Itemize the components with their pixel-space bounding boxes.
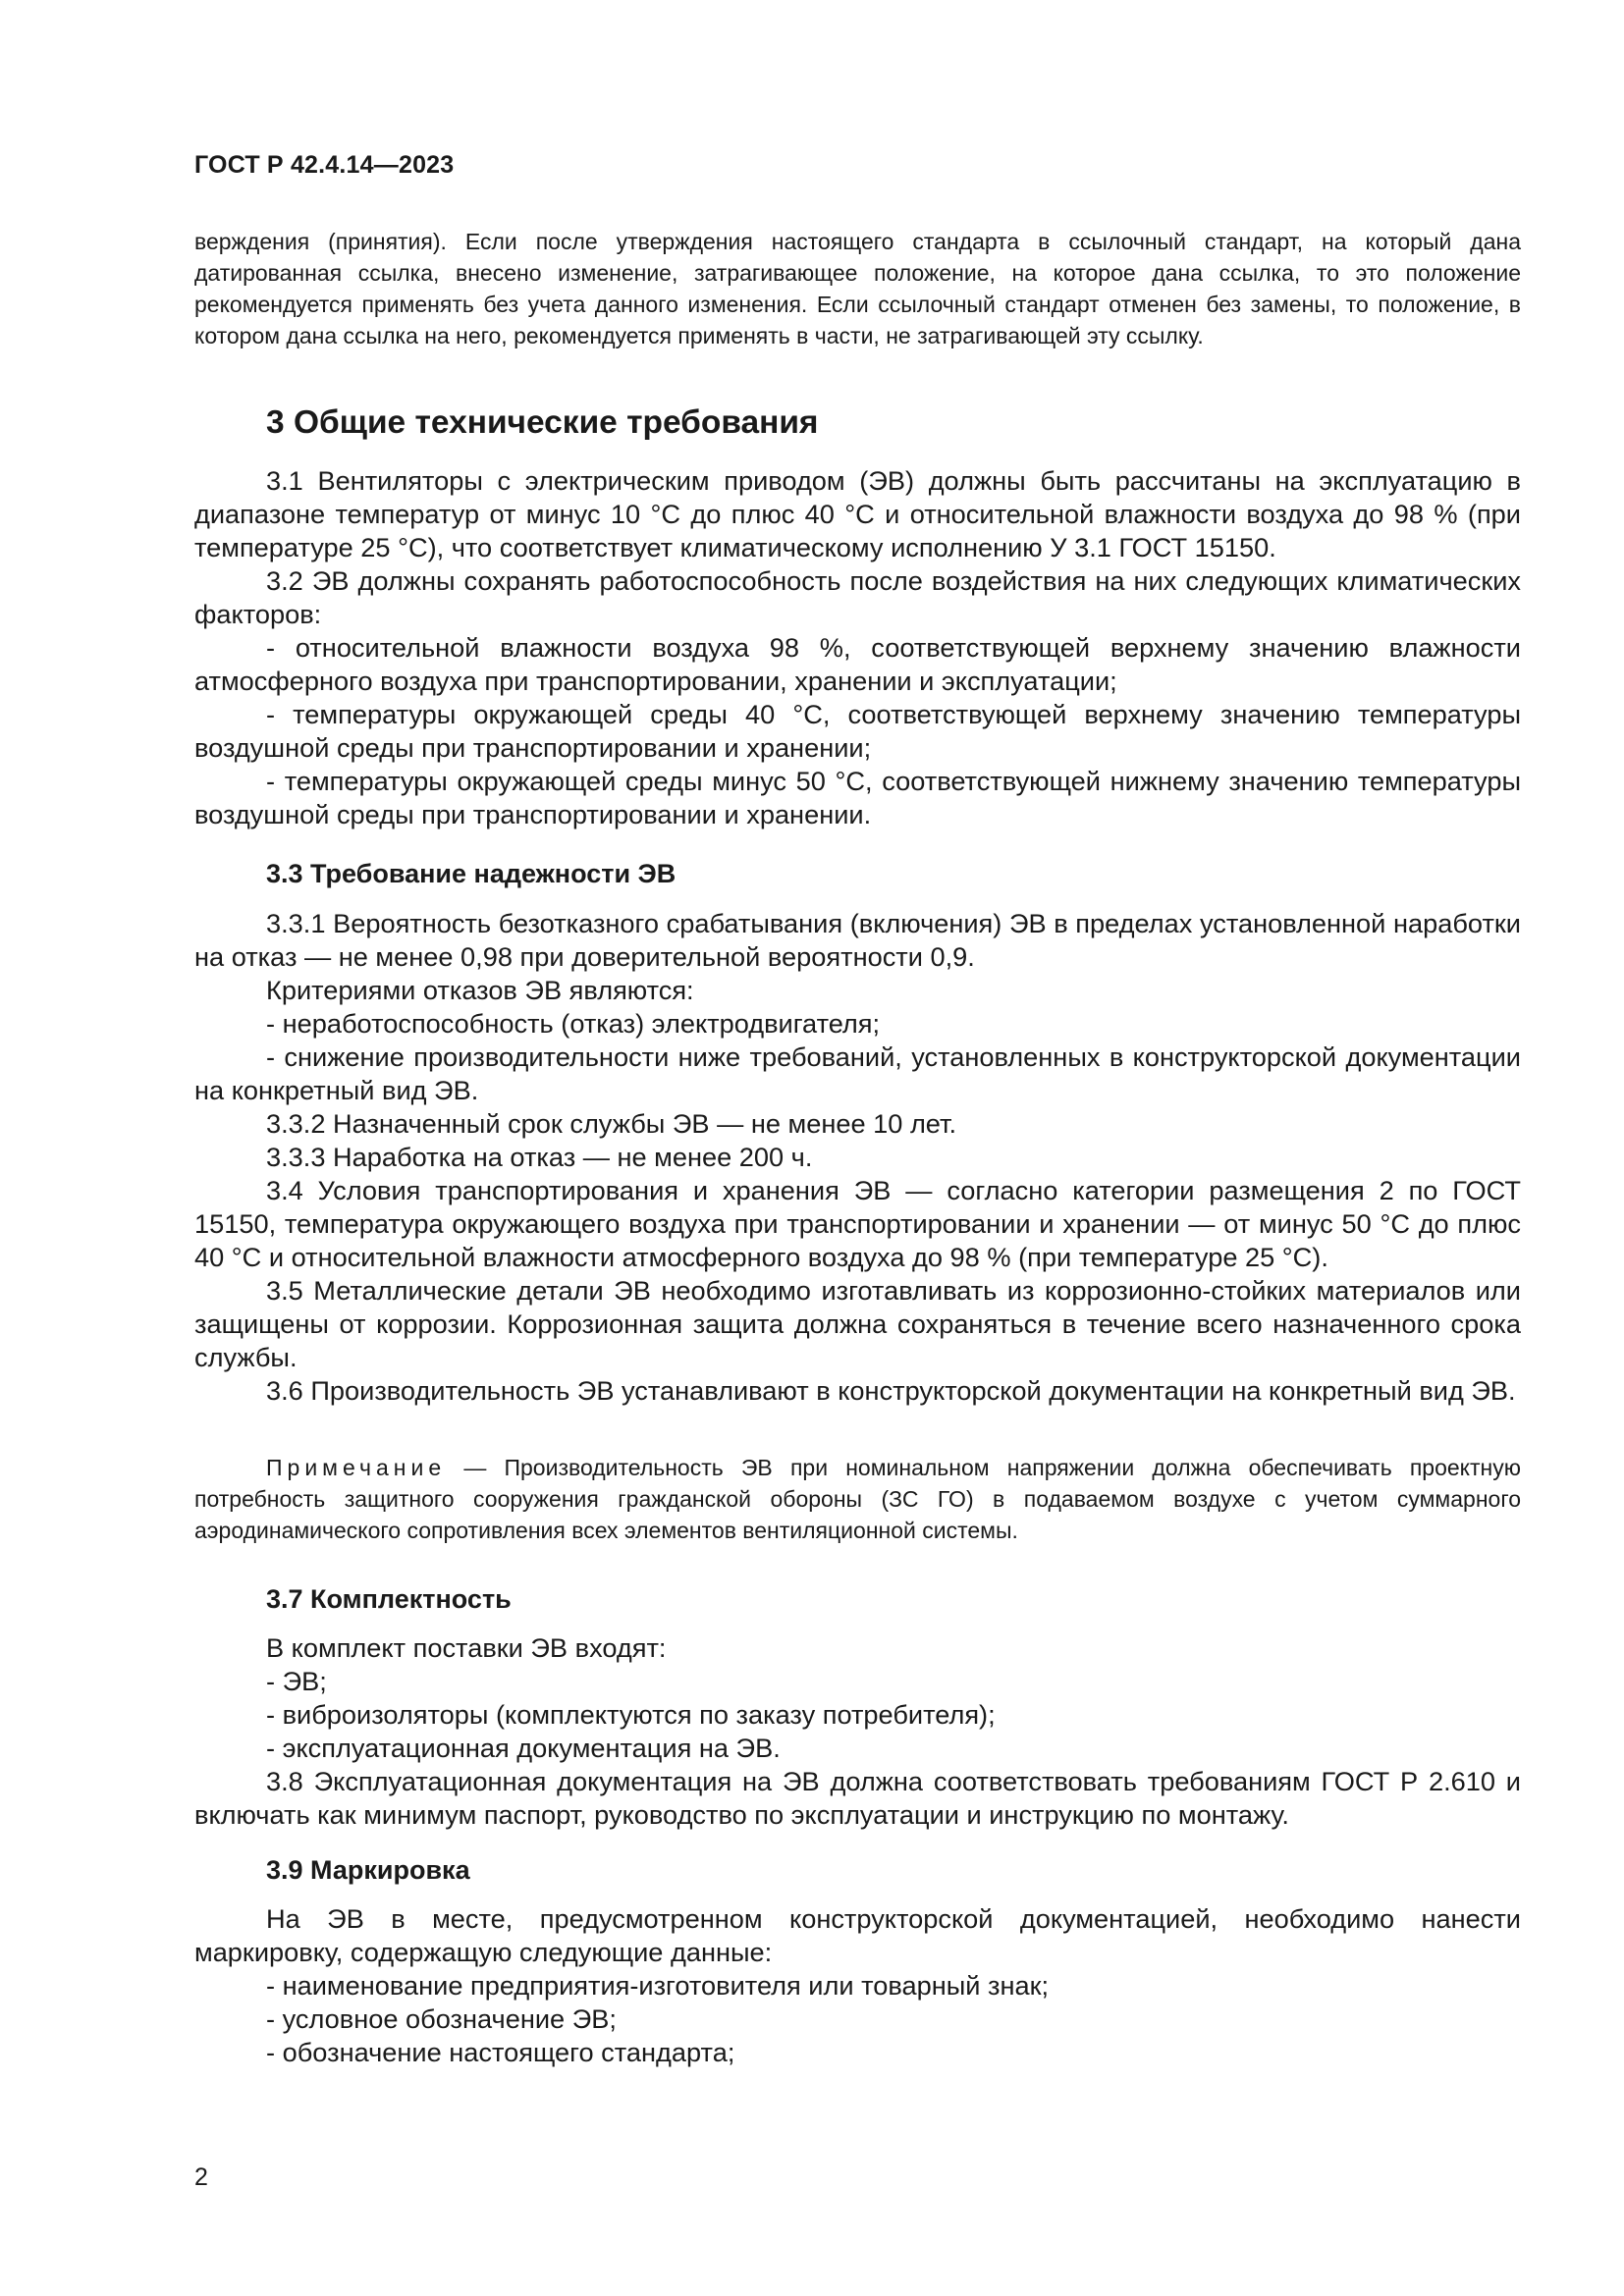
section-3-body-d [194, 1902, 1521, 2069]
subsection-3-7-heading-block [194, 1584, 1521, 1615]
clause-3-7: В комплект поставки ЭВ входят: [266, 1632, 667, 1663]
subsection-3-3-heading-block [194, 859, 1521, 889]
list-item: - ЭВ; [266, 1666, 327, 1696]
clause-3-8: 3.8 Эксплуатационная документация на ЭВ должна соответствовать требованиям ГОСТ Р 2.610 и включать как минимум паспорт, руководство по эксплуатации и инструкцию по монтажу. [194, 1766, 1521, 1830]
clause-3-5: 3.5 Металлические детали ЭВ необходимо изготавливать из коррозионно-стойких материалов или защищены от коррозии. Коррозионная защита должна сохраняться в течение всего назначенного срока службы. [194, 1275, 1521, 1372]
clause-3-3-3: 3.3.3 Наработка на отказ — не менее 200 ч. [266, 1142, 813, 1172]
note-paragraph [194, 1452, 1521, 1546]
note-text: — Производительность ЭВ при номинальном напряжении должна обеспечивать проектную потребность защитного сооружения гражданской обороны (ЗС ГО) в подаваемом воздухе с учетом суммарного аэродинамического сопротивления всех элементов вентиляционной системы. [194, 1455, 1521, 1543]
criteria-intro: Критериями отказов ЭВ являются: [266, 975, 694, 1005]
clause-3-3-1: 3.3.1 Вероятность безотказного срабатывания (включения) ЭВ в пределах установленной наработки на отказ — не менее 0,98 при доверительной вероятности 0,9. [194, 908, 1521, 972]
intro-paragraph: верждения (принятия). Если после утверждения настоящего стандарта в ссылочный стандарт, на который дана датированная ссылка, внесено изменение, затрагивающее положение, на которое дана ссылка, то это положение рекомендуется применять без учета данного изменения. Если ссылочный стандарт отменен без замены, то положение, в котором дана ссылка на него, рекомендуется применять в части, не затрагивающей эту ссылку. [194, 229, 1521, 348]
clause-3-2: 3.2 ЭВ должны сохранять работоспособность после воздействия на них следующих климатических факторов: [194, 565, 1521, 629]
list-item: - обозначение настоящего стандарта; [266, 2037, 735, 2067]
document-code-header: ГОСТ Р 42.4.14—2023 [194, 151, 455, 179]
clause-3-6: 3.6 Производительность ЭВ устанавливают в конструкторской документации на конкретный вид ЭВ. [266, 1375, 1516, 1406]
list-item: - эксплуатационная документация на ЭВ. [266, 1733, 781, 1763]
section-3-heading-block [194, 404, 1521, 442]
list-item: - условное обозначение ЭВ; [266, 2003, 617, 2034]
subsection-heading: 3.9 Маркировка [266, 1855, 470, 1885]
section-heading: 3 Общие технические требования [266, 404, 819, 441]
section-3-body-c [194, 1631, 1521, 1832]
list-item: - неработоспособность (отказ) электродвигателя; [266, 1008, 881, 1039]
subsection-heading: 3.7 Комплектность [266, 1584, 512, 1614]
subsection-3-9-heading-block [194, 1855, 1521, 1886]
note-block [194, 1452, 1521, 1546]
list-item: - снижение производительности ниже требований, установленных в конструкторской документации на конкретный вид ЭВ. [194, 1041, 1521, 1105]
clause-3-9: На ЭВ в месте, предусмотренном конструкторской документацией, необходимо нанести маркировку, содержащую следующие данные: [194, 1903, 1521, 1967]
list-item: - виброизоляторы (комплектуются по заказу потребителя); [266, 1699, 996, 1730]
list-item: - температуры окружающей среды минус 50 °С, соответствующей нижнему значению температуры воздушной среды при транспортировании и хранении. [194, 766, 1521, 829]
clause-3-1: 3.1 Вентиляторы с электрическим приводом (ЭВ) должны быть рассчитаны на эксплуатацию в диапазоне температур от минус 10 °С до плюс 40 °С и относительной влажности воздуха до 98 % (при температуре 25 °С), что соответствует климатическому исполнению У 3.1 ГОСТ 15150. [194, 465, 1521, 562]
list-item: - относительной влажности воздуха 98 %, соответствующей верхнему значению влажности атмосферного воздуха при транспортировании, хранении и эксплуатации; [194, 632, 1521, 696]
page-number: 2 [194, 2163, 208, 2191]
note-label: Примечание [266, 1455, 447, 1480]
list-item: - температуры окружающей среды 40 °С, соответствующей верхнему значению температуры воздушной среды при транспортировании и хранении; [194, 699, 1521, 763]
list-item: - наименование предприятия-изготовителя или товарный знак; [266, 1970, 1050, 2001]
clause-3-3-2: 3.3.2 Назначенный срок службы ЭВ — не менее 10 лет. [266, 1108, 957, 1139]
section-3-body-a [194, 464, 1521, 831]
clause-3-4: 3.4 Условия транспортирования и хранения ЭВ — согласно категории размещения 2 по ГОСТ 15150, температура окружающего воздуха при транспортировании и хранении — от минус 50 °С до плюс 40 °С и относительной влажности атмосферного воздуха до 98 % (при температуре 25 °С). [194, 1175, 1521, 1272]
intro-paragraph-block [194, 226, 1521, 351]
section-3-body-b [194, 907, 1521, 1408]
subsection-heading: 3.3 Требование надежности ЭВ [266, 859, 677, 888]
